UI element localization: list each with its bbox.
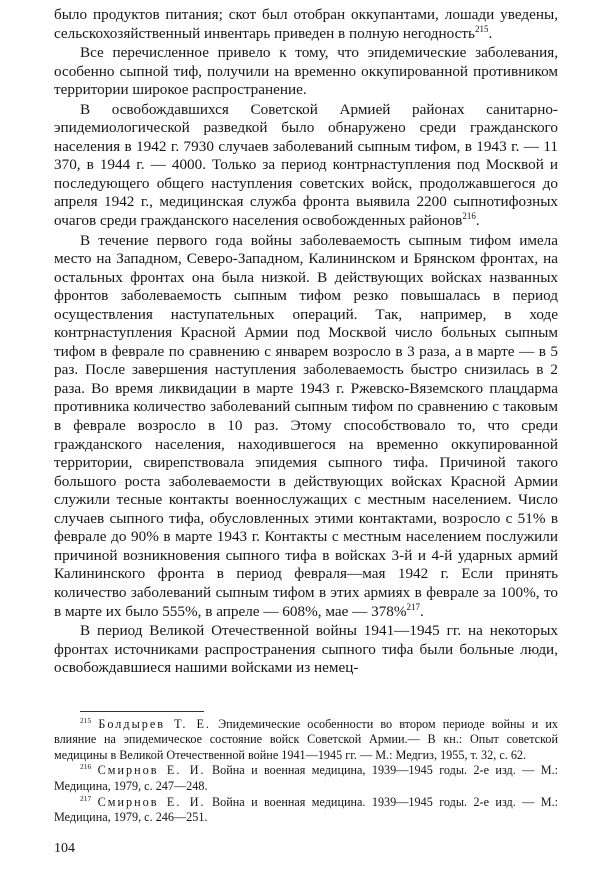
footnote-ref-215: 215 [474,23,489,34]
footnote-author: Смирнов Е. И. [97,763,206,778]
footnote-text: Война и военная медицина, 1939—1945 годы. 2-е изд. — М.: Медицина, 1979, с. 247—248. [54,763,559,794]
paragraph-1-text: было продуктов питания; скот был отобран оккупантами, лошади уведены, сельскохозяйственный инвентарь приведен в полную негодность [54,6,558,42]
paragraph-3 [54,101,558,231]
footnote-author: Болдырев Т. Е. [98,716,211,731]
footnote-author: Смирнов Е. И. [97,794,206,809]
footnote-number: 216 [80,762,92,772]
paragraph-5 [54,622,558,678]
paragraph-5-text: В период Великой Отечественной войны 1941—1945 гг. на некоторых фронтах источниками распространения сыпного тифа были больные люди, освобождавшиеся нашими войсками из немец- [54,622,558,677]
paragraph-3-end: . [475,212,480,230]
footnote-215 [54,717,558,764]
paragraph-4-text: В течение первого года войны заболеваемость сыпным тифом имела место на Западном, Северо-Западном, Калининском и Брянском фронтах, на остальных фронтах она была низкой. В действующих войсках названных фронтов заболеваемость сыпным тифом резко повышалась в период осуществления наступательных операций. Так, например, в ходе контрнаступления Красной Армии под Москвой число больных сыпным тифом в феврале по сравнению с январем возросло в 3 раза, а в марте — в 5 раз. После завершения наступления заболеваемость быстро снизилась в 2 раза. Во время ликвидации в марте 1943 г. Ржевско-Вяземского плацдарма противника количество заболеваний сыпным тифом по сравнению с таковым в феврале возросло в 10 раз. Этому способствовало то, что среди гражданского населения, находившегося на временно оккупированной территории, свирепствовала эпидемия сыпного тифа. Причиной такого большого роста заболеваемости в действующих войсках Красной Армии служили тесные контакты военнослужащих с местным населением. Число случаев сыпного тифа, обусловленных этими контактами, возросло с 51% в феврале до 90% в марте 1943 г. Контакты с местным населением послужили причиной возникновения сыпного тифа в войсках 3-й и 4-й ударных армий Калининского фронта в период февраля—мая 1942 г. Если принять количество заболеваний сыпным тифом в этих армиях в феврале за 100%, то в марте их было 555%, в апреле — 608%, мае — 378% [54,231,558,620]
paragraph-1 [54,6,558,43]
footnote-ref-217: 217 [406,601,421,612]
footnote-text: Эпидемические особенности во втором периоде войны и их влияние на эпидемическое состояние войск Советской Армии.— В кн.: Опыт советской медицины в Великой Отечественной войне 1941—1945 гг. — М.: Медгиз, 1955, т. 32, с. 62. [54,716,559,762]
footnotes [54,717,558,826]
paragraph-4 [54,232,558,621]
paragraph-3-text: В освобождавшихся Советской Армией районах санитарно-эпидемиологической разведкой было обнаружено среди гражданского населения в 1942 г. 7930 случаев заболеваний сыпным тифом, в 1943 г. — 11 370, в 1944 г. — 4000. Только за период контрнаступления под Москвой и последующего общего наступления советских войск, продолжавшегося до апреля 1942 г., медицинская служба фронта выявила 2200 сыпнотифозных очагов среди гражданского населения освобожденных районов [54,100,558,230]
main-text [54,6,558,678]
paragraph-1-end: . [488,24,493,42]
footnote-ref-216: 216 [462,210,476,221]
footnote-217 [54,795,558,826]
paragraph-4-end: . [420,602,424,620]
footnote-216 [54,763,558,794]
page-number: 104 [54,841,75,856]
footnote-number: 215 [80,715,92,725]
footnote-text: Война и военная медицина. 1939—1945 годы. 2-е изд. — М.: Медицина, 1979, с. 246—251. [54,794,559,825]
paragraph-2-text: Все перечисленное привело к тому, что эпидемические заболевания, особенно сыпной тиф, получили на временно оккупированной противником территории широкое распространение. [54,44,558,99]
footnote-number: 217 [80,793,92,803]
paragraph-2 [54,44,558,100]
footnote-divider [80,711,204,712]
